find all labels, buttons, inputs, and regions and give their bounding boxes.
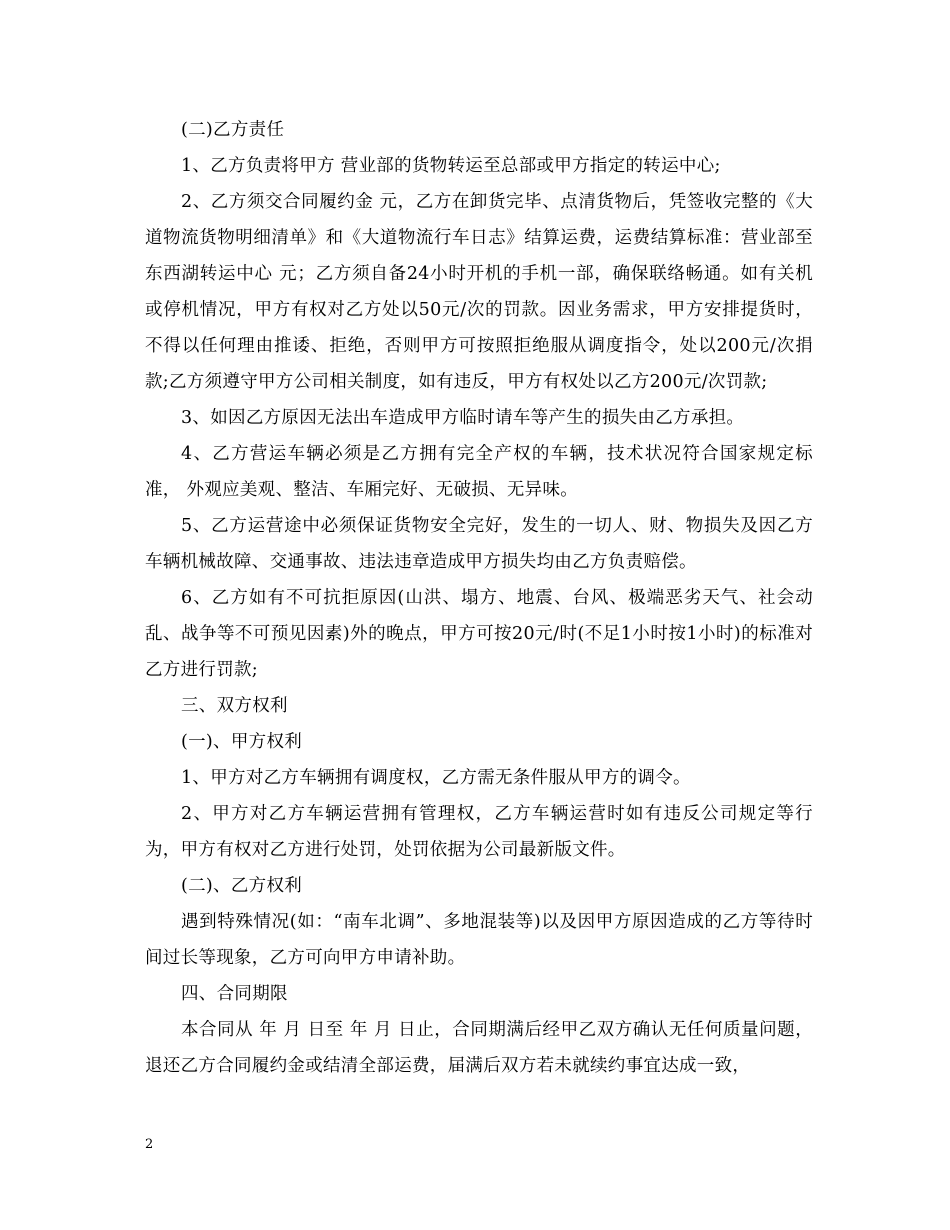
document-body bbox=[145, 112, 813, 1084]
section-heading-term: 四、合同期限 bbox=[181, 984, 288, 1004]
paragraph-2: 1、乙方负责将甲方 营业部的货物转运至总部或甲方指定的转运中心; bbox=[181, 156, 721, 176]
paragraph-5: 4、乙方营运车辆必须是乙方拥有完全产权的车辆，技术状况符合国家规定标准， 外观应美观、整洁、车厢完好、无破损、无异味。 bbox=[145, 444, 813, 500]
paragraph-13: 遇到特殊情况(如：“南车北调”、多地混装等)以及因甲方原因造成的乙方等待时间过长等现象，乙方可向甲方申请补助。 bbox=[145, 912, 813, 968]
page-number: 2 bbox=[145, 1137, 154, 1152]
subheading-party-b-rights: (二)、乙方权利 bbox=[181, 876, 303, 896]
paragraph-4: 3、如因乙方原因无法出车造成甲方临时请车等产生的损失由乙方承担。 bbox=[181, 408, 745, 428]
subheading-party-a-rights: (一)、甲方权利 bbox=[181, 732, 303, 752]
paragraph-6: 5、乙方运营途中必须保证货物安全完好，发生的一切人、财、物损失及因乙方车辆机械故障、交通事故、违法违章造成甲方损失均由乙方负责赔偿。 bbox=[145, 516, 813, 572]
paragraph-7: 6、乙方如有不可抗拒原因(山洪、塌方、地震、台风、极端恶劣天气、社会动乱、战争等不可预见因素)外的晚点，甲方可按20元/时(不足1小时按1小时)的标准对乙方进行罚款; bbox=[145, 588, 813, 680]
paragraph-10: 1、甲方对乙方车辆拥有调度权，乙方需无条件服从甲方的调令。 bbox=[181, 768, 691, 788]
paragraph-11: 2、甲方对乙方车辆运营拥有管理权，乙方车辆运营时如有违反公司规定等行为，甲方有权对乙方进行处罚，处罚依据为公司最新版文件。 bbox=[145, 804, 813, 860]
paragraph-1: (二)乙方责任 bbox=[181, 120, 285, 140]
paragraph-3: 2、乙方须交合同履约金 元，乙方在卸货完毕、点清货物后，凭签收完整的《大道物流货物明细清单》和《大道物流行车日志》结算运费，运费结算标准：营业部至东西湖转运中心 元；乙方须自备24小时开机的手机一部，确保联络畅通。如有关机或停机情况，甲方有权对乙方处以50元/次的罚款。因业务需求，甲方安排提货时，不得以任何理由推诿、拒绝，否则甲方可按照拒绝服从调度指令，处以200元/次捐款;乙方须遵守甲方公司相关制度，如有违反，甲方有权处以乙方200元/次罚款; bbox=[145, 192, 813, 392]
paragraph-15: 本合同从 年 月 日至 年 月 日止，合同期满后经甲乙双方确认无任何质量问题，退还乙方合同履约金或结清全部运费，届满后双方若未就续约事宜达成一致， bbox=[145, 1020, 813, 1076]
section-heading-rights: 三、双方权利 bbox=[181, 696, 288, 716]
